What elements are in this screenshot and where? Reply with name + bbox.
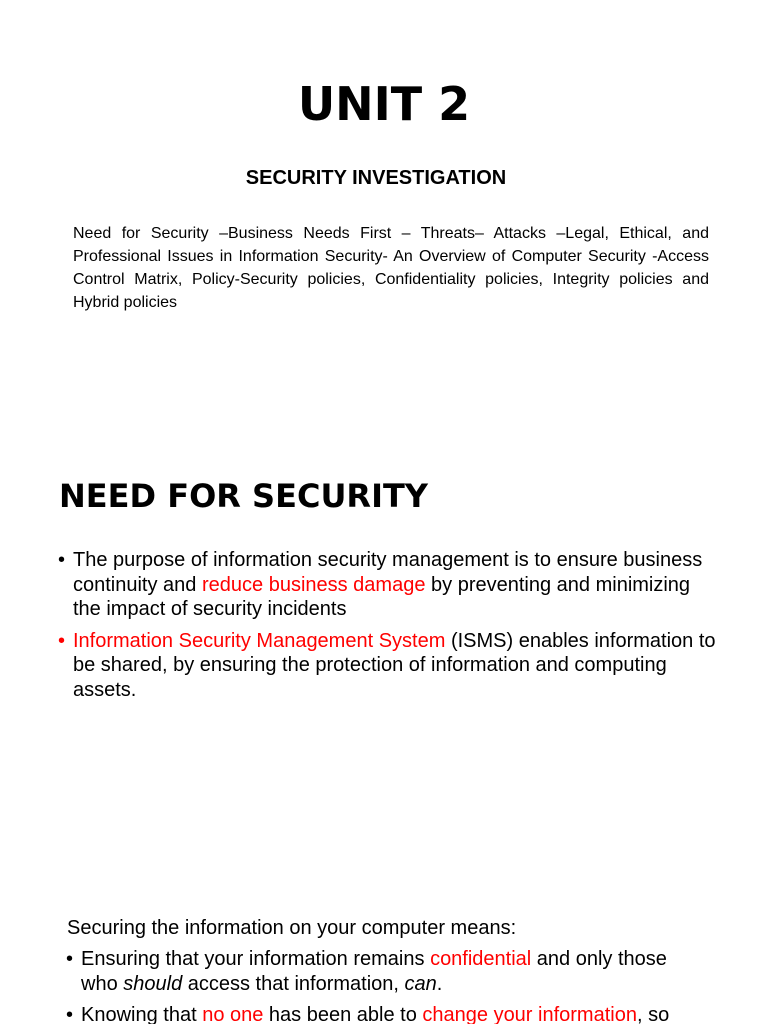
bullet-list [58,548,718,709]
bullet-dot-icon: • [66,1004,74,1024]
section-heading: NEED FOR SECURITY [59,477,428,515]
highlight-text: change your information [422,1004,637,1024]
bullet-text: by preventing and minimizing the impact of security incidents [73,573,691,620]
bullet-text: (ISMS) enables information to be shared, by ensuring the protection of information and computing assets. [73,629,716,701]
highlight-text: Information Security Management System [73,629,446,652]
unit-title: UNIT 2 [297,77,471,131]
bullet-text: access that information, [182,972,405,995]
slide-securing-information [0,880,768,1024]
bullet-text: The purpose of information security management is to ensure business continuity and [73,549,703,596]
highlight-text: reduce business damage [201,573,426,596]
bullet-text: Ensuring that your information remains [81,948,431,970]
emphasis-text: can [404,972,437,995]
bullet-dot-icon: • [66,948,74,970]
bullet-text: . [436,972,443,995]
slide-unit-2 [0,0,768,440]
bullet-dot-icon: • [58,629,66,652]
highlight-text: no one [202,1004,264,1024]
bullet-text: and only those who [81,948,667,995]
bullet-text: , so [636,1004,670,1024]
lead-text: Securing the information on your computer means: [67,917,517,939]
bullet-item-confidential [66,947,706,996]
bullet-list [66,947,706,1024]
bullet-item-integrity [66,1003,706,1024]
unit-syllabus-text: Need for Security –Business Needs First – Threats– Attacks –Legal, Ethical, and Professional Issues in Information Security- An Overview of Computer Security -Access Control Matrix, Policy-Security policies, Confidentiality policies, Integrity policies and Hybrid policies [73,225,709,311]
bullet-dot-icon: • [58,549,66,571]
highlight-text: confidential [430,948,532,970]
unit-subtitle: SECURITY INVESTIGATION [245,167,507,189]
emphasis-text: should [123,972,183,995]
bullet-item-purpose [58,548,718,622]
slide-need-for-security [0,440,768,880]
bullet-text: Knowing that [81,1004,203,1024]
bullet-text: has been able to [263,1004,423,1024]
bullet-item-isms [58,629,718,703]
